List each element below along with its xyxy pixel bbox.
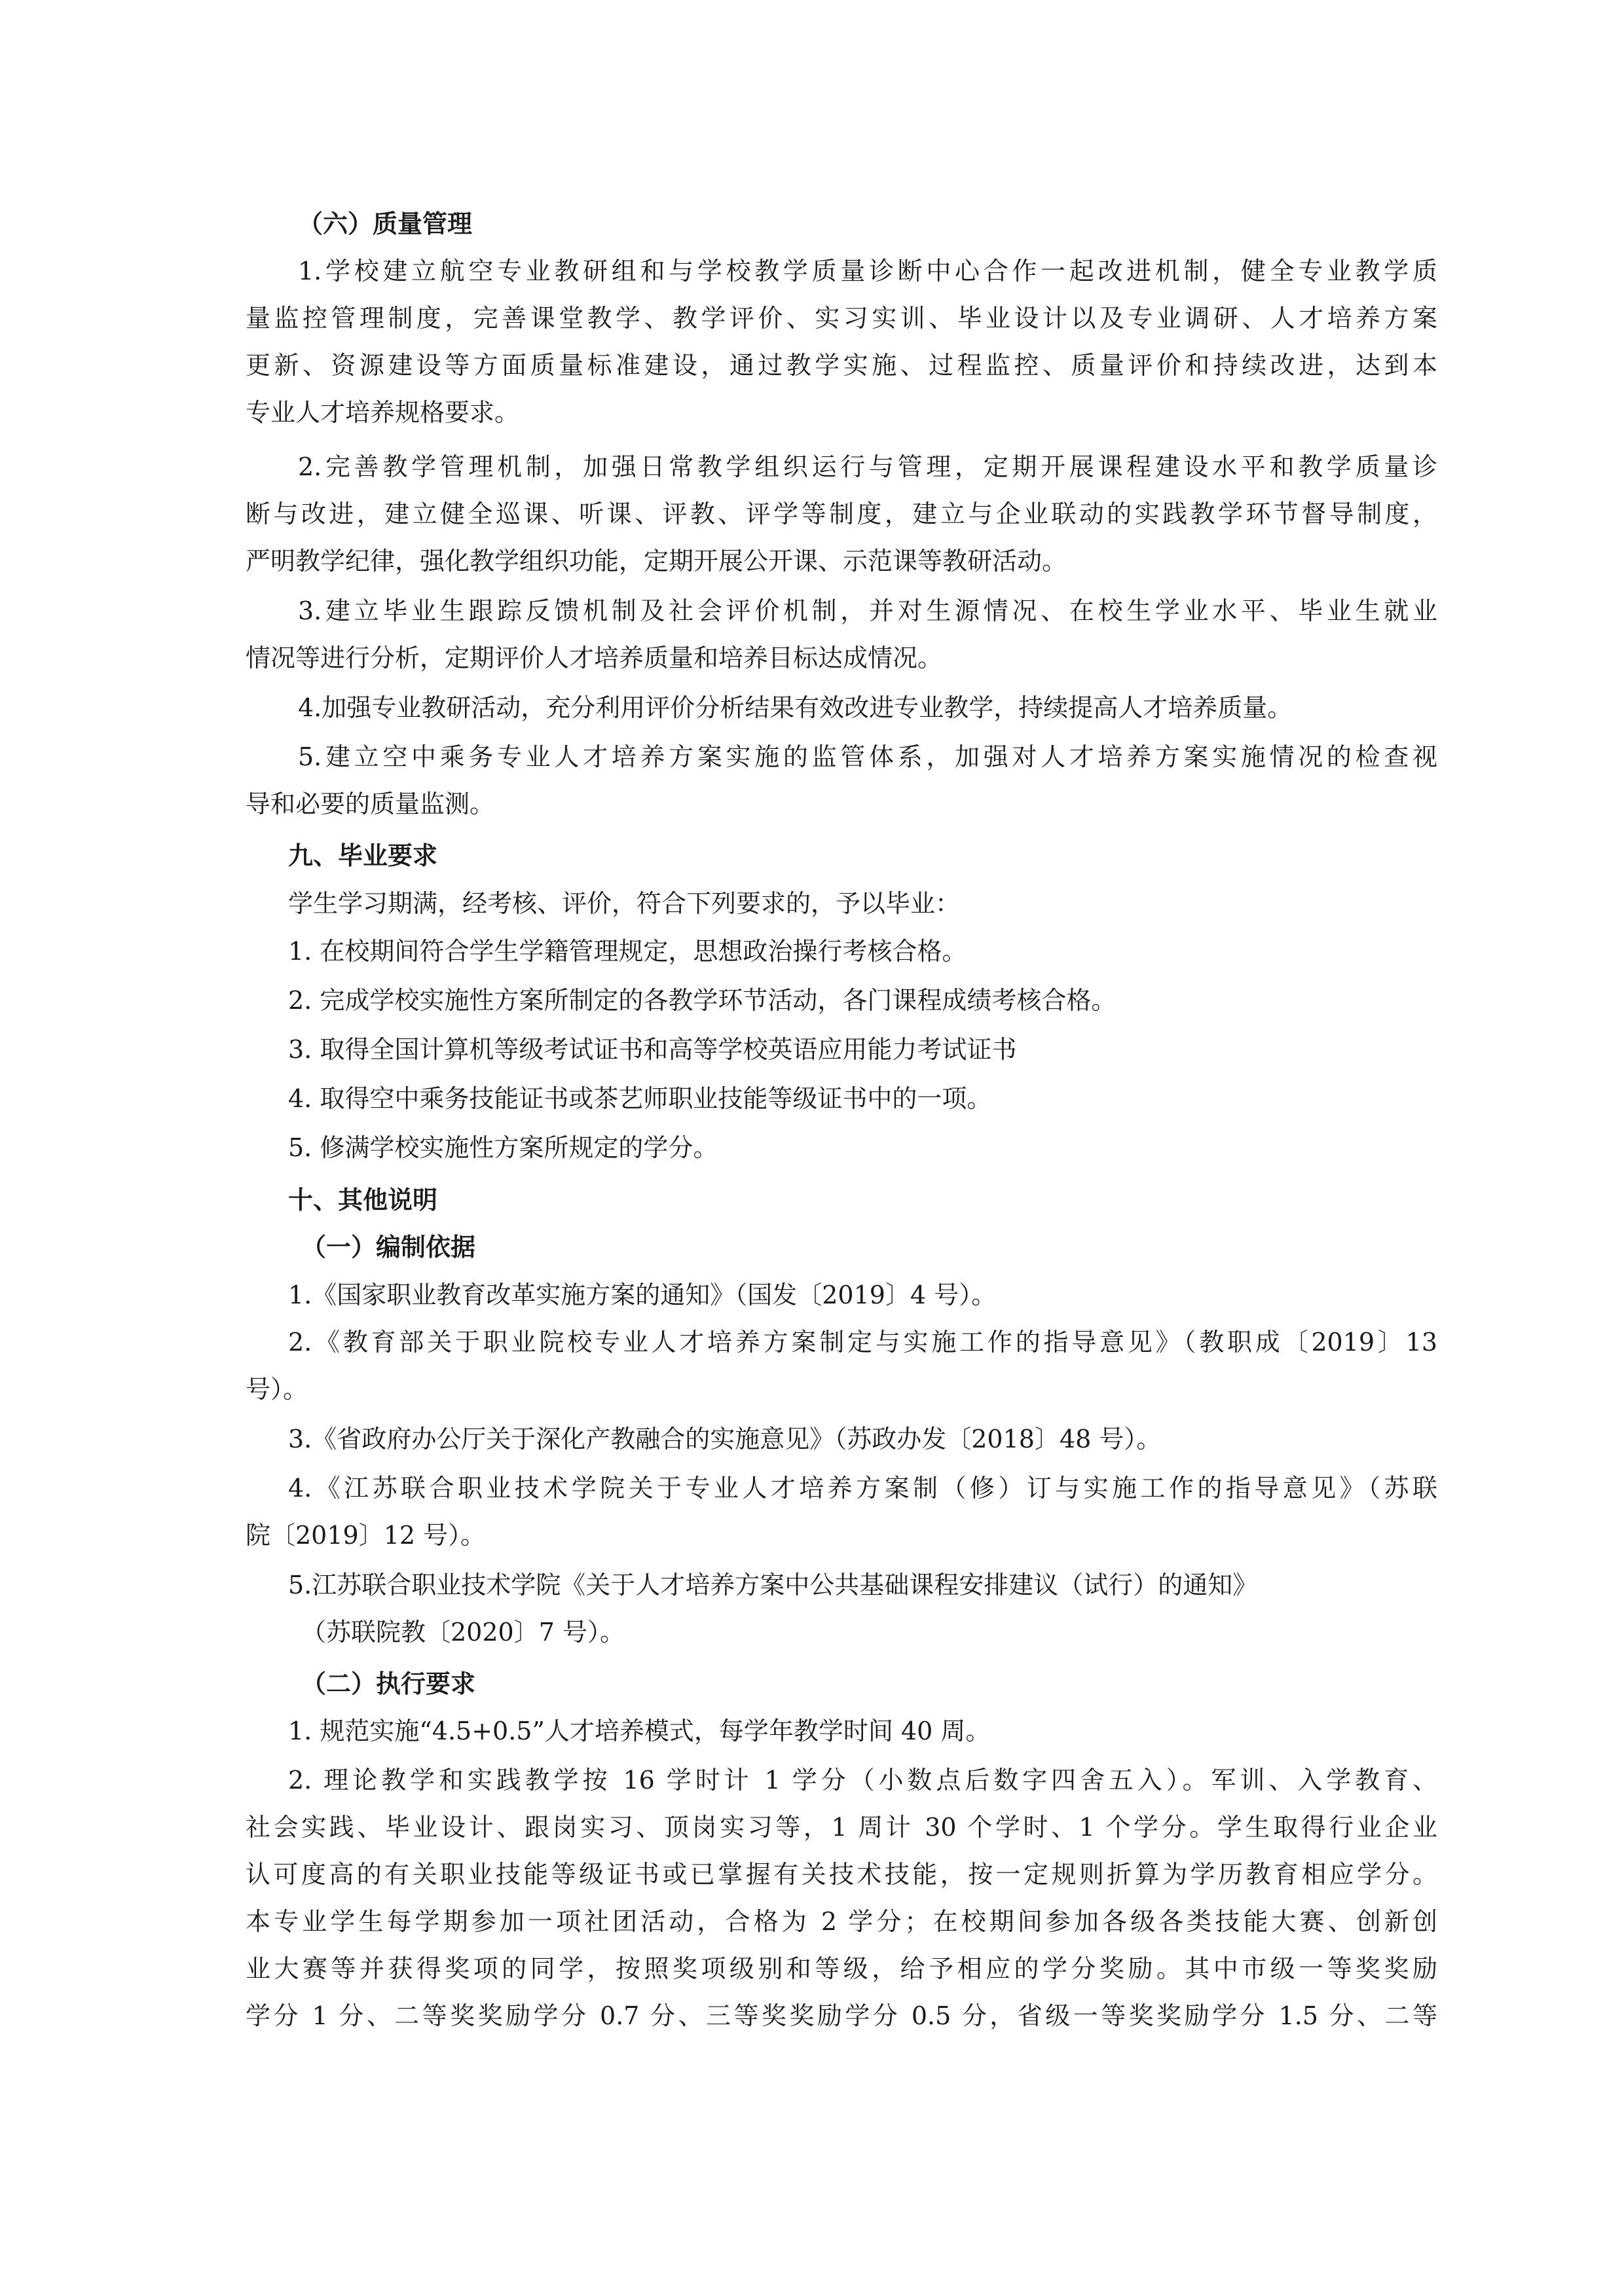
paragraph-line: 严明教学纪律，强化教学组织功能，定期开展公开课、示范课等教研活动。 (246, 547, 1067, 575)
subsection-heading-basis: （一）编制依据 (301, 1233, 476, 1262)
paragraph-line: 本专业学生每学期参加一项社团活动，合格为 2 学分；在校期间参加各级各类技能大赛、创新创 (246, 1907, 1437, 1936)
paragraph-line: 业大赛等并获得奖项的同学，按照奖项级别和等级，给予相应的学分奖励。其中市级一等奖奖励 (246, 1954, 1437, 1983)
paragraph-line: 1.学校建立航空专业教研组和与学校教学质量诊断中心合作一起改进机制，健全专业教学质 (298, 257, 1437, 285)
paragraph-line: 2.完善教学管理机制，加强日常教学组织运行与管理，定期开展课程建设水平和教学质量诊 (298, 452, 1437, 481)
paragraph-line: 5.建立空中乘务专业人才培养方案实施的监管体系，加强对人才培养方案实施情况的检查视 (298, 742, 1437, 771)
reference-item: 4.《江苏联合职业技术学院关于专业人才培养方案制（修）订与实施工作的指导意见》（苏联 (288, 1474, 1437, 1503)
paragraph-line: 社会实践、毕业设计、跟岗实习、顶岗实习等，1 周计 30 个学时、1 个学分。学生取得行业企业 (246, 1813, 1437, 1842)
section-heading-other: 十、其他说明 (288, 1186, 438, 1214)
graduation-item: 2. 完成学校实施性方案所制定的各教学环节活动，各门课程成绩考核合格。 (288, 986, 1116, 1015)
graduation-item: 4. 取得空中乘务技能证书或茶艺师职业技能等级证书中的一项。 (288, 1084, 992, 1113)
reference-item: 1.《国家职业教育改革实施方案的通知》（国发〔2019〕4 号）。 (288, 1281, 997, 1309)
paragraph-line: 4.加强专业教研活动，充分利用评价分析结果有效改进专业教学，持续提高人才培养质量。 (298, 693, 1293, 722)
graduation-item: 1. 在校期间符合学生学籍管理规定，思想政治操行考核合格。 (288, 937, 967, 966)
reference-item-continued: 号）。 (246, 1375, 308, 1404)
paragraph-line: 更新、资源建设等方面质量标准建设，通过教学实施、过程监控、质量评价和持续改进，达到本 (246, 351, 1437, 380)
paragraph-line: 1. 规范实施“4.5+0.5”人才培养模式，每学年教学时间 40 周。 (288, 1717, 991, 1745)
reference-item-continued: （苏联院教〔2020〕7 号）。 (301, 1618, 625, 1647)
reference-item: 5.江苏联合职业技术学院《关于人才培养方案中公共基础课程安排建议（试行）的通知》 (288, 1571, 1258, 1599)
graduation-intro: 学生学习期满，经考核、评价，符合下列要求的，予以毕业： (288, 889, 961, 918)
paragraph-line: 2. 理论教学和实践教学按 16 学时计 1 学分（小数点后数字四舍五入）。军训、入学教育、 (288, 1766, 1437, 1795)
section-heading-graduation: 九、毕业要求 (288, 841, 438, 870)
paragraph-line: 学分 1 分、二等奖奖励学分 0.7 分、三等奖奖励学分 0.5 分，省级一等奖奖励学分 1.5 分、二等 (246, 2001, 1437, 2030)
paragraph-line: 情况等进行分析，定期评价人才培养质量和培养目标达成情况。 (246, 644, 943, 672)
paragraph-line: 导和必要的质量监测。 (246, 790, 495, 818)
paragraph-line: 专业人才培养规格要求。 (246, 398, 520, 427)
reference-item: 3.《省政府办公厅关于深化产教融合的实施意见》（苏政办发〔2018〕48 号）。 (288, 1425, 1162, 1453)
graduation-item: 3. 取得全国计算机等级考试证书和高等学校英语应用能力考试证书 (288, 1035, 1017, 1064)
paragraph-line: 认可度高的有关职业技能等级证书或已掌握有关技术技能，按一定规则折算为学历教育相应学分。 (246, 1860, 1437, 1889)
reference-item-continued: 院〔2019〕12 号）。 (246, 1521, 486, 1550)
paragraph-line: 3.建立毕业生跟踪反馈机制及社会评价机制，并对生源情况、在校生学业水平、毕业生就业 (298, 596, 1437, 625)
subsection-heading-exec: （二）执行要求 (301, 1669, 476, 1698)
reference-item: 2.《教育部关于职业院校专业人才培养方案制定与实施工作的指导意见》（教职成〔2019〕13 (288, 1328, 1437, 1357)
section-heading-quality: （六）质量管理 (298, 210, 473, 238)
paragraph-line: 量监控管理制度，完善课堂教学、教学评价、实习实训、毕业设计以及专业调研、人才培养方案 (246, 304, 1437, 333)
graduation-item: 5. 修满学校实施性方案所规定的学分。 (288, 1133, 718, 1162)
paragraph-line: 断与改进，建立健全巡课、听课、评教、评学等制度，建立与企业联动的实践教学环节督导制度， (246, 500, 1437, 528)
